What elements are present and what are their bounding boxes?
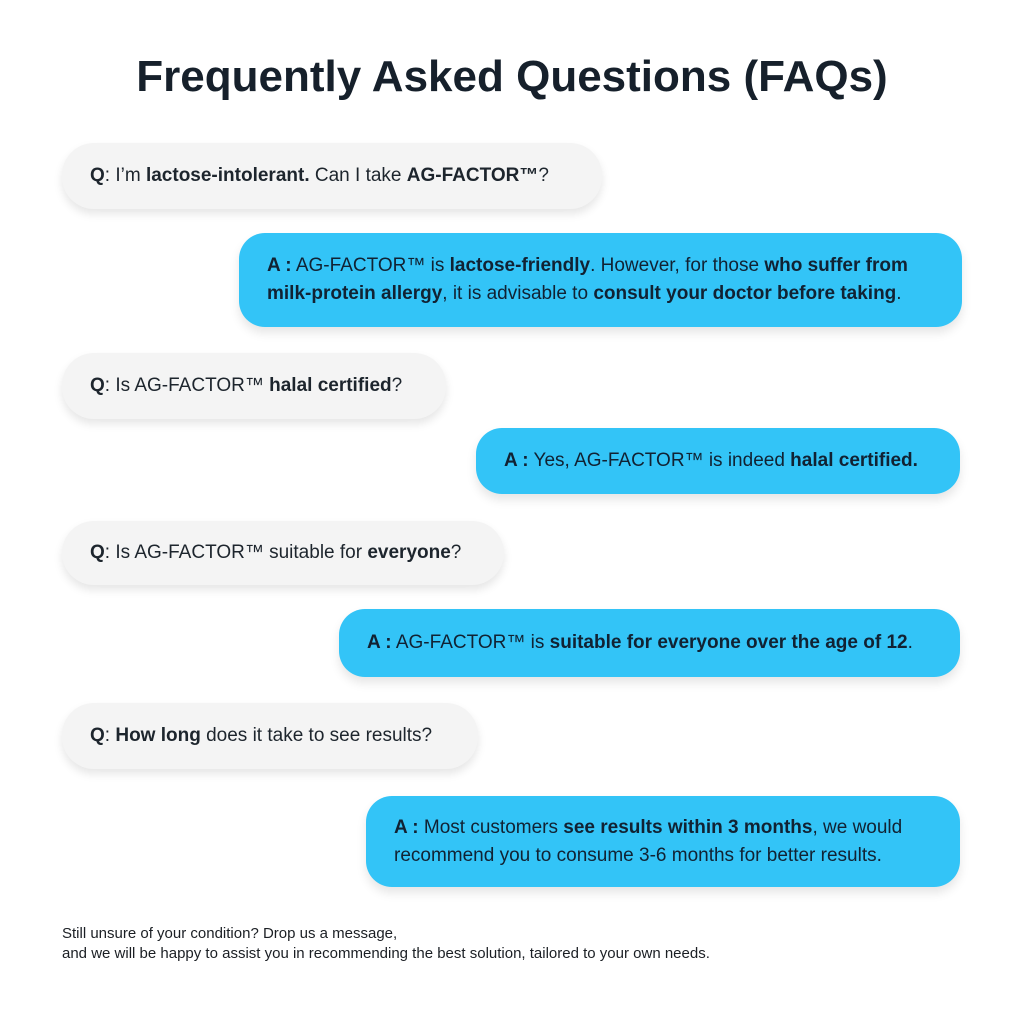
answer-text: A : Yes, AG-FACTOR™ is indeed halal certified. [504, 450, 918, 471]
footer-line-2: and we will be happy to assist you in recommending the best solution, tailored to your own needs. [62, 945, 710, 962]
answer-bubble-3 [339, 609, 960, 677]
answer-text: A : Most customers see results within 3 months, we would recommend you to consume 3-6 months for better results. [394, 816, 903, 866]
question-text: Q: Is AG-FACTOR™ suitable for everyone? [90, 542, 462, 563]
answer-text: A : AG-FACTOR™ is lactose-friendly. However, for those who suffer from milk-protein allergy, it is advisable to consult your doctor before taking. [267, 255, 908, 304]
footer-note [62, 924, 962, 964]
question-text: Q: Is AG-FACTOR™ halal certified? [90, 375, 403, 396]
question-text: Q: I’m lactose-intolerant. Can I take AG-FACTOR™? [90, 165, 549, 186]
answer-bubble-2 [476, 428, 960, 494]
question-bubble-4 [62, 703, 478, 769]
page-title: Frequently Asked Questions (FAQs) [136, 52, 888, 101]
answer-bubble-4 [366, 796, 960, 887]
question-bubble-2 [62, 353, 446, 419]
answer-text: A : AG-FACTOR™ is suitable for everyone over the age of 12. [367, 632, 913, 653]
footer-line-1: Still unsure of your condition? Drop us a message, [62, 925, 398, 942]
answer-bubble-1 [239, 233, 962, 327]
question-bubble-1 [62, 143, 602, 209]
question-bubble-3 [62, 521, 504, 585]
question-text: Q: How long does it take to see results? [90, 725, 433, 746]
